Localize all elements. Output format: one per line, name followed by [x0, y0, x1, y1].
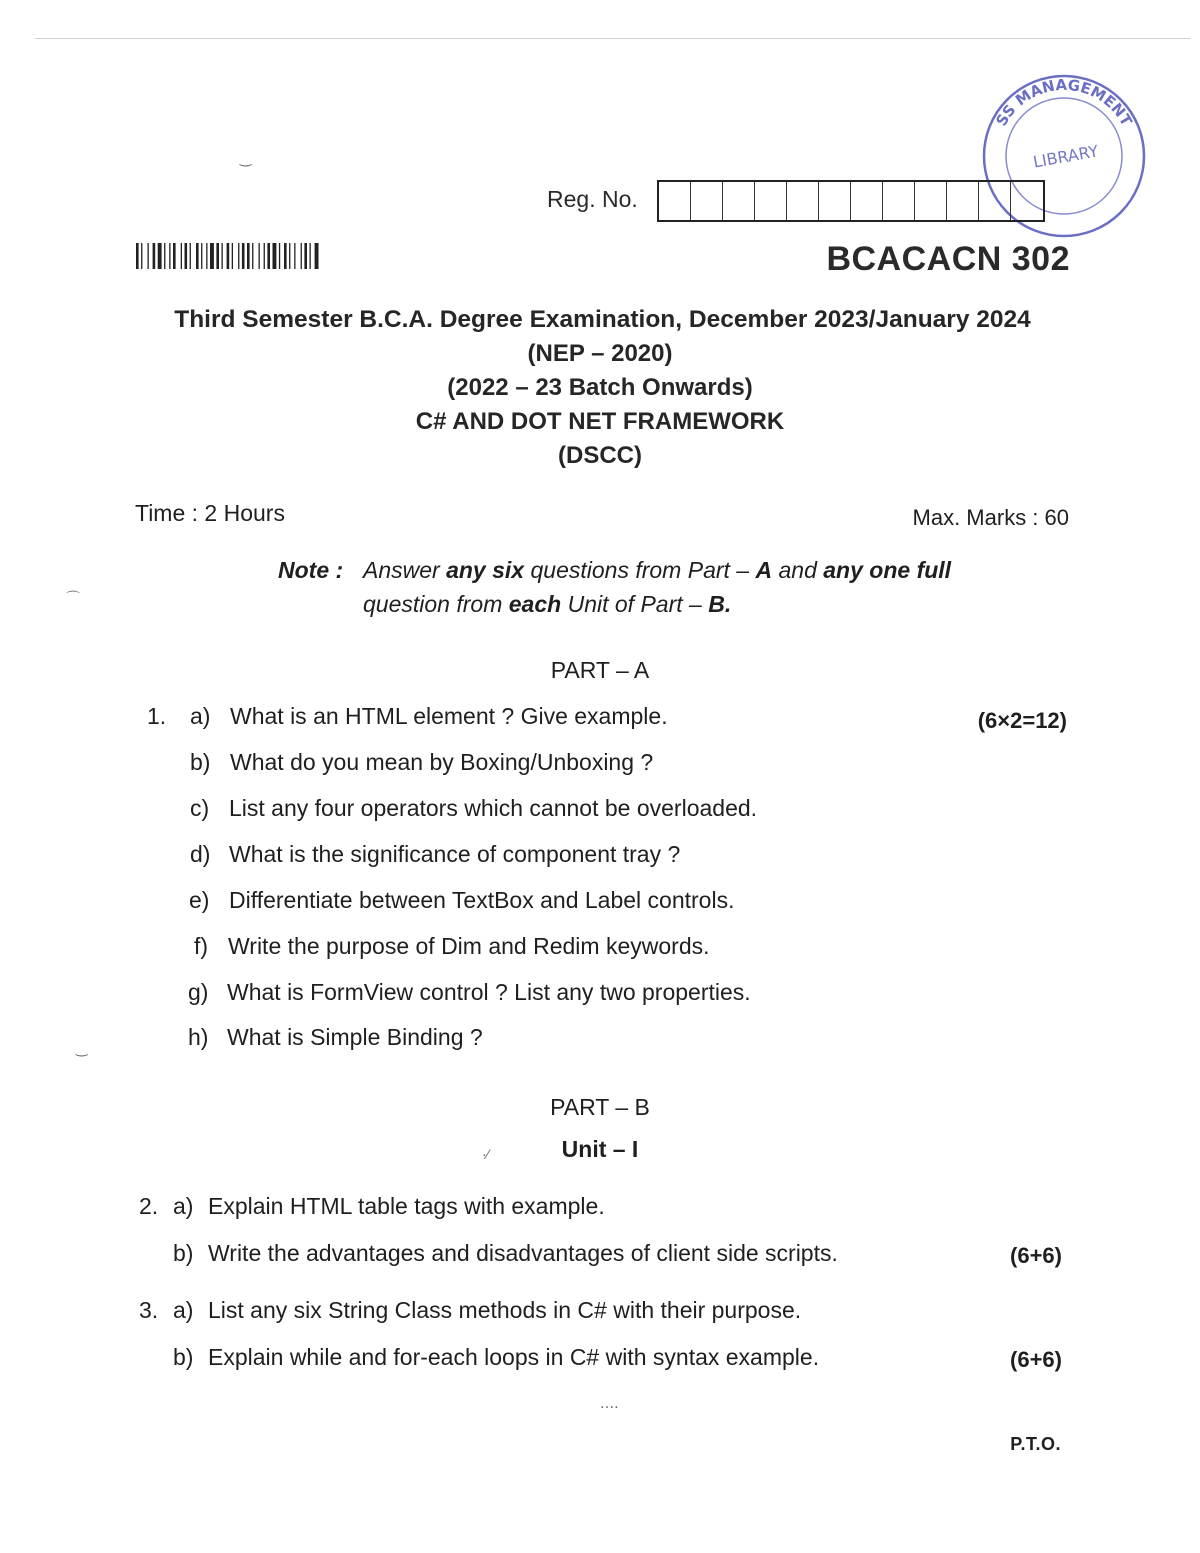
exam-time: Time : 2 Hours	[135, 500, 285, 526]
part-a-item-text: What is the significance of component tray ?	[229, 841, 681, 867]
question-1-number: 1.	[147, 703, 167, 729]
scan-speck: ‿	[240, 150, 252, 166]
question-1-marks: (6×2=12)	[977, 708, 1067, 733]
part-a-item-text: Differentiate between TextBox and Label controls.	[229, 887, 735, 913]
barcode	[136, 243, 394, 269]
part-a-item-label: b)	[190, 749, 211, 775]
part-a-item-text: Write the purpose of Dim and Redim keywords.	[228, 933, 710, 959]
unit-1-heading: Unit – I	[561, 1136, 639, 1162]
reg-no-label: Reg. No.	[547, 186, 638, 212]
scan-speck: ‿	[76, 1040, 88, 1056]
note-label: Note :	[278, 557, 344, 583]
paper-code: BCACACN 302	[826, 240, 1070, 278]
part-a-item-label: f)	[194, 933, 209, 959]
batch-line: (2022 – 23 Batch Onwards)	[447, 374, 753, 401]
subject-line: C# AND DOT NET FRAMEWORK	[415, 408, 785, 435]
question-3-marks: (6+6)	[1010, 1347, 1062, 1372]
reg-no-digit-box[interactable]	[979, 182, 1011, 220]
svg-text:SS MANAGEMENT	[992, 76, 1136, 130]
part-a-item-text: What is Simple Binding ?	[227, 1024, 483, 1050]
please-turn-over: P.T.O.	[1010, 1434, 1061, 1454]
part-a-item-label: d)	[190, 841, 211, 867]
reg-no-digit-box[interactable]	[915, 182, 947, 220]
question-2-marks: (6+6)	[1010, 1243, 1062, 1268]
scan-speck: ‥‥	[600, 1395, 619, 1411]
reg-no-digit-box[interactable]	[691, 182, 723, 220]
part-a-item-label: c)	[190, 795, 210, 821]
part-a-item-label: h)	[188, 1024, 209, 1050]
question-2-number: 2.	[139, 1193, 159, 1219]
part-b-item-label: b)	[173, 1344, 194, 1370]
part-b-item-text: Explain while and for-each loops in C# with syntax example.	[208, 1344, 820, 1370]
part-b-item-text: Explain HTML table tags with example.	[208, 1193, 605, 1219]
reg-no-digit-box[interactable]	[947, 182, 979, 220]
reg-no-digit-box[interactable]	[787, 182, 819, 220]
instructions-note	[278, 553, 951, 621]
reg-no-digit-box[interactable]	[659, 182, 691, 220]
max-marks: Max. Marks : 60	[912, 505, 1069, 530]
part-a-item-text: What is an HTML element ? Give example.	[230, 703, 668, 729]
course-type-line: (DSCC)	[558, 442, 642, 469]
reg-no-digit-box[interactable]	[883, 182, 915, 220]
part-b-item-label: b)	[173, 1240, 194, 1266]
note-line-1: Answer any six questions from Part – A and any one full	[363, 557, 952, 583]
reg-no-digit-box[interactable]	[755, 182, 787, 220]
part-a-item-label: a)	[190, 703, 211, 729]
stamp-arc-text: SS MANAGEMENT	[992, 75, 1136, 130]
reg-no-boxes[interactable]	[657, 180, 1045, 222]
exam-title-block	[0, 303, 1200, 473]
scheme-line: (NEP – 2020)	[527, 340, 673, 367]
part-a-item-label: g)	[188, 979, 209, 1005]
scan-speck: ·⁄	[482, 1146, 489, 1162]
part-b-item-text: Write the advantages and disadvantages of client side scripts.	[208, 1240, 838, 1266]
part-b-item-label: a)	[173, 1193, 194, 1219]
scan-speck: ⌒	[66, 590, 80, 606]
part-b-heading: PART – B	[550, 1094, 650, 1120]
part-a-heading: PART – A	[550, 657, 650, 683]
reg-no-digit-box[interactable]	[819, 182, 851, 220]
part-a-item-label: e)	[189, 887, 210, 913]
part-a-item-text: What is FormView control ? List any two properties.	[227, 979, 751, 1005]
stamp-center-text: LIBRARY	[1031, 141, 1100, 172]
part-a-item-text: List any four operators which cannot be overloaded.	[229, 795, 758, 821]
exam-title: Third Semester B.C.A. Degree Examination, December 2023/January 2024	[174, 306, 1031, 333]
reg-no-digit-box[interactable]	[851, 182, 883, 220]
part-b-item-text: List any six String Class methods in C# with their purpose.	[208, 1297, 802, 1323]
top-rule	[35, 38, 1190, 39]
note-line-2: question from each Unit of Part – B.	[363, 591, 732, 617]
reg-no-digit-box[interactable]	[1011, 182, 1043, 220]
question-3-number: 3.	[139, 1297, 159, 1323]
part-b-item-label: a)	[173, 1297, 194, 1323]
reg-no-digit-box[interactable]	[723, 182, 755, 220]
part-a-item-text: What do you mean by Boxing/Unboxing ?	[230, 749, 654, 775]
